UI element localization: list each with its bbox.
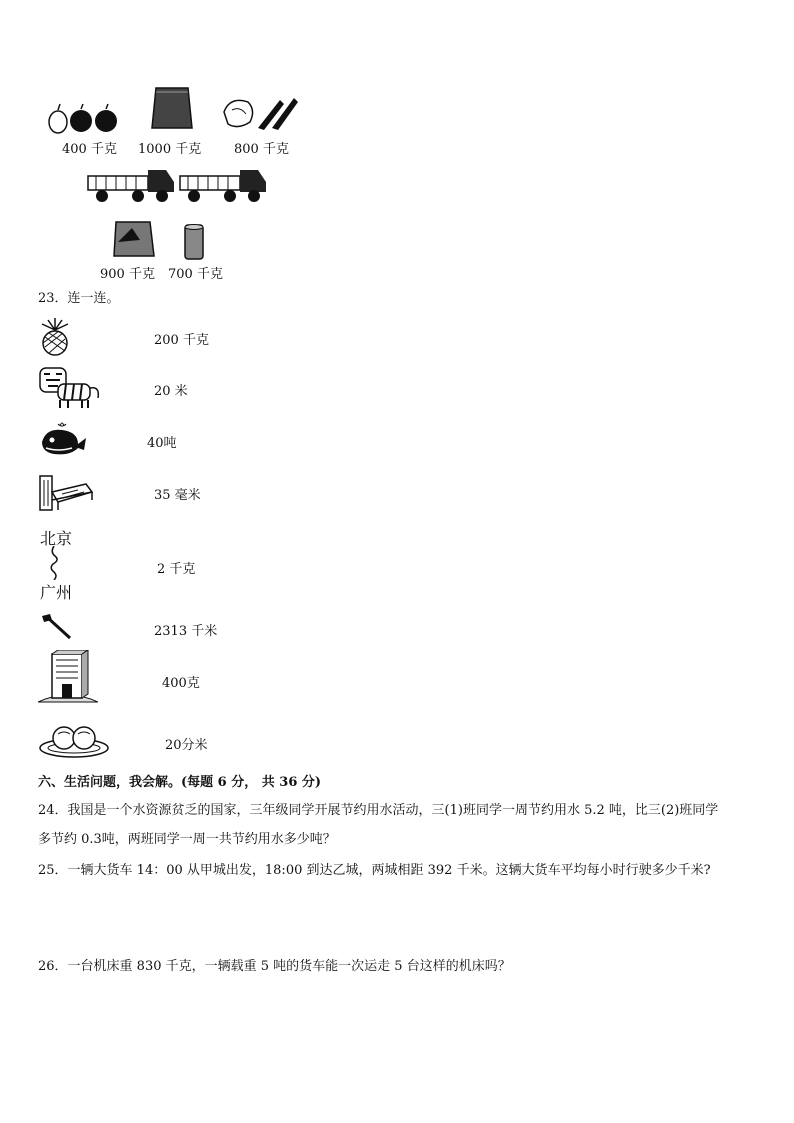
barrel-icon	[182, 222, 206, 262]
bag-weight-label: 900 千克	[100, 267, 155, 282]
q25-text: 25．一辆大货车 14：00 从甲城出发，18:00 到达乙城，两城相距 392 千米。这辆大货车平均每小时行驶多少千米?	[38, 863, 711, 878]
q23-value: 35 毫米	[154, 488, 201, 503]
map-route-icon	[38, 526, 82, 602]
pineapple-icon	[38, 318, 72, 356]
q23-value: 200 千克	[154, 333, 209, 348]
vegetables-weight-label: 800 千克	[234, 142, 289, 157]
q23-title: 23．连一连。	[38, 291, 120, 306]
route-line-icon	[48, 546, 62, 580]
fruit-icon	[46, 100, 120, 134]
section6-heading: 六、生活问题，我会解。(每题 6 分， 共 36 分)	[38, 775, 322, 790]
fruit-weight-label: 400 千克	[62, 142, 117, 157]
sack-weight-label: 1000 千克	[138, 142, 202, 157]
q24-line2: 多节约 0.3吨，两班同学一周一共节约用水多少吨？	[38, 832, 336, 847]
tiger-icon	[38, 366, 102, 410]
q23-value: 400克	[162, 676, 200, 691]
map-label-guangzhou: 广州	[40, 583, 73, 602]
vegetables-icon	[220, 92, 302, 132]
nail-icon	[38, 612, 74, 642]
q23-value: 40吨	[147, 436, 177, 451]
q23-value: 20 米	[154, 384, 188, 399]
truck-icon	[86, 164, 176, 204]
truck-icon	[178, 164, 268, 204]
map-label-beijing: 北京	[40, 529, 73, 548]
q26-text: 26．一台机床重 830 千克，一辆载重 5 吨的货车能一次运走 5 台这样的机床吗？	[38, 959, 511, 974]
bed-icon	[38, 470, 94, 514]
building-icon	[38, 650, 98, 704]
whale-icon	[38, 420, 88, 460]
bag-icon	[110, 218, 156, 260]
q23-value: 2 千克	[157, 562, 196, 577]
q23-value: 20分米	[165, 738, 208, 753]
sack-icon	[148, 84, 196, 132]
q23-value: 2313 千米	[154, 624, 218, 639]
barrel-weight-label: 700 千克	[168, 267, 223, 282]
fruit-plate-icon	[38, 720, 110, 760]
q24-line1: 24．我国是一个水资源贫乏的国家，三年级同学开展节约用水活动，三(1)班同学一周节约用水 5.2 吨，比三(2)班同学	[38, 803, 719, 818]
